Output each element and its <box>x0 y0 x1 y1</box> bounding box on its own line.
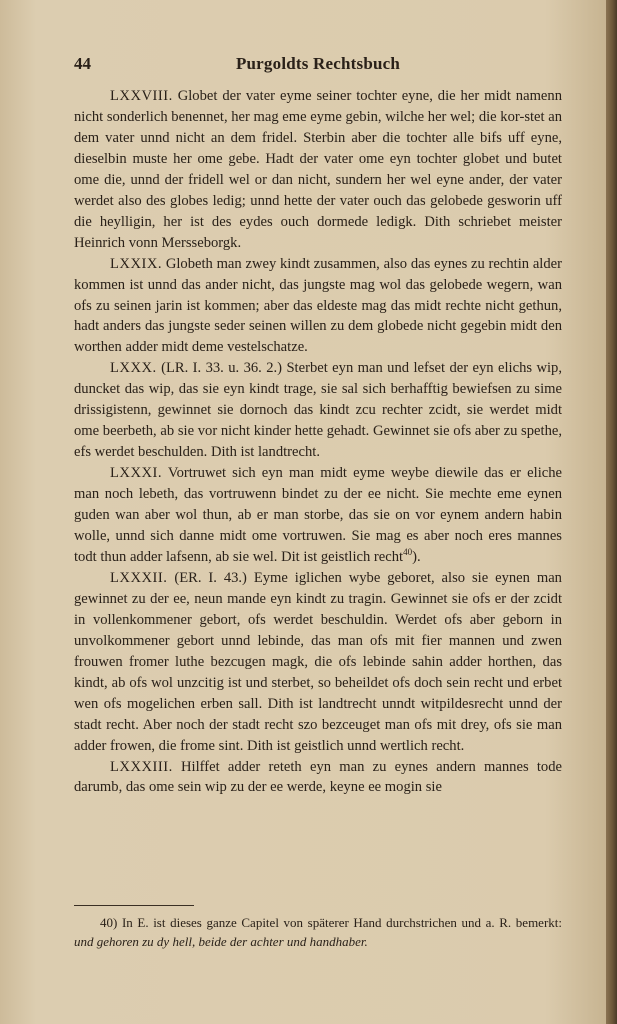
running-title: Purgoldts Rechtsbuch <box>235 54 401 73</box>
paragraph-text: Eyme iglichen wybe geboret, also sie eynen man gewinnet zu der ee, neun mande eyn kindt zu tragin. Gewinnet sie ofs er der zcidt in vollenkommener gebort, ofs werdet beschuldin. Werdet ofs aber geborn in unvolkommener gebort unnd lebinde, das man ofs mit fier mannen und zwen frouwen fromer luthe bezcugen magk, die ofs lebinde sahin adder horthen, das kindt, ab ofs wol unzcitig ist und sterbet, so beheildet ofs doch sein recht und erbet wen ofs mogelichen erben sall. Dith ist landtrecht unndt witpildesrecht unnd der stadt recht. Aber noch der stadt recht szo bezceuget man ofs mit drey, ofs sie man adder frowen, die frome sint. Dith ist geistlich unnd wertlich recht. <box>74 569 562 754</box>
chapter-number: LXXVIII. <box>110 88 173 104</box>
chapter-reference: (LR. I. 33. u. 36. 2.) <box>161 360 283 377</box>
chapter-number: LXXXIII. <box>110 758 173 775</box>
footnote-divider <box>74 905 194 906</box>
body-text <box>74 86 562 798</box>
page-edge <box>606 0 617 1024</box>
paragraph-text: Sterbet eyn man und lefset der eyn elichs wip, duncket das wip, das sie eyn kindt trage, sie sal sich berhafftig bewiefsen zu sime drissigistenn, gewinnet sie dornoch das kindt zcu rechter zcidt, sie werdet midt ome beerbeth, ab sie vor nicht kinder hette gehadt. Gewinnet sie ofs aber zu spethe, efs werdet beschulden. Dith ist landtrecht. <box>74 360 562 461</box>
footnote-number: 40) <box>100 915 118 930</box>
paragraph-text: Vortruwet sich eyn man midt eyme weybe diewile das er eliche man noch lebeth, das vortruwenn bindet zu der ee nicht. Sie mechte eme eynen guden wan aber wol thun, ab er man storbe, das sie on vor eynem andern habin wolle, unnd sich danne midt ome vortruwen. Sie mag es aber noch eres mannes todt thun adder lafsenn, ab sie wel. Dit ist geistlich recht <box>74 465 562 565</box>
chapter-number: LXXIX. <box>110 255 163 272</box>
chapter-number: LXXX. <box>110 360 157 377</box>
paragraph-text: Globeth man zwey kindt zusammen, also das eynes zu rechtin alder kommen ist unnd das ander nicht, das jungste mag wol das gelobede wegern, wan ofs zu seinen jarin ist kommen; aber das eldeste mag das midt rechte nicht gethun, hadt anders das jungste seder seinen willen zu dem globede nicht gegebin midt den worthen adder midt deme vestelschatze. <box>74 255 562 356</box>
paragraph-lxxxi <box>74 463 562 568</box>
footnote-text: In E. ist dieses ganze Capitel von späterer Hand durchstrichen und a. R. bemerkt: <box>121 915 562 930</box>
paragraph-tail: ). <box>412 548 421 565</box>
paragraph-lxxxii <box>74 568 562 757</box>
footnote-reference: 40 <box>403 547 413 558</box>
footnote <box>74 913 562 951</box>
paragraph-text: Globet der vater eyme seiner tochter eyne, die her midt namenn nicht sonderlich benennet, her mag eme eyme gebin, wilche her wel; die kor-stet an dem vater unnd nicht an dem fridel. Sterbin aber die tochter alle bifs uff eyne, dieselbin muste her ome gebe. Hadt der vater ome eyn tochter globet und butet ome die, unnd der fridell wel or dan nicht, sundern her wel eyne ander, der vater werdet also des globes ledig; unnd hette der vater ouch das gelobede gesworin uff die heylligin, her ist des eydes ouch dormede ledigk. Dith schriebet meister Heinrich vonn Mersseborgk. <box>74 88 563 251</box>
paragraph-lxxxiii <box>74 757 562 799</box>
chapter-number: LXXXI. <box>110 465 163 482</box>
chapter-number: LXXXII. <box>110 569 168 586</box>
paragraph-text: Hilffet adder reteth eyn man zu eynes andern mannes tode darumb, das ome sein wip zu der ee werde, keyne ee mogin sie <box>74 758 562 796</box>
page-header <box>74 54 562 78</box>
paragraph-lxxx <box>74 358 562 463</box>
page-number: 44 <box>74 54 91 73</box>
footnote-quote: und gehoren zu dy hell, beide der achter und handhaber. <box>74 934 368 949</box>
paragraph-lxxviii <box>74 86 562 254</box>
paragraph-lxxix <box>74 254 562 359</box>
chapter-reference: (ER. I. 43.) <box>174 569 247 586</box>
